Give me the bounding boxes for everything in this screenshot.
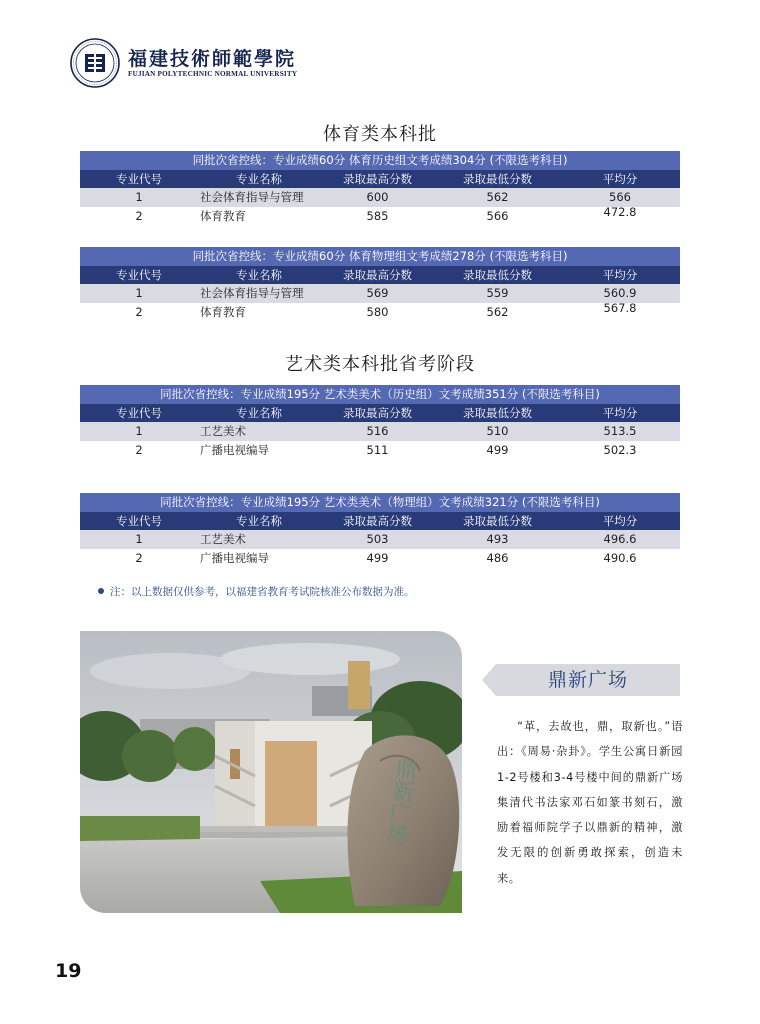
score-table-sports-history [80,151,680,225]
col-header-code: 专业代号 [116,171,162,186]
col-header-name: 专业名称 [236,171,282,186]
col-header-min: 录取最低分数 [463,513,532,528]
table-row [80,204,680,226]
column-header-row [80,266,680,285]
cell-min: 566 [486,208,509,223]
cell-name: 体育教育 [200,304,246,319]
cell-name: 工艺美术 [200,532,246,547]
table-row [80,549,680,568]
cell-max: 516 [366,424,389,439]
col-header-code: 专业代号 [116,405,162,420]
cell-code: 1 [135,286,143,301]
cell-code: 1 [135,532,143,547]
col-header-avg: 平均分 [602,405,638,420]
cell-name: 广播电视编导 [200,550,269,565]
cell-avg: 567.8 [603,300,637,315]
control-line: 同批次省控线：专业成绩60分 体育历史组文考成绩304分 (不限选考科目) [192,153,568,168]
data-disclaimer-note [98,584,415,599]
cell-code: 2 [135,442,143,457]
feature-title-banner [482,664,680,696]
cell-avg: 502.3 [603,442,637,457]
table-row [80,422,680,441]
control-line-row [80,151,680,170]
square-illustration [80,631,462,913]
college-name-en: FUJIAN POLYTECHNIC NORMAL UNIVERSITY [128,70,298,78]
column-header-row [80,170,680,189]
column-header-row [80,404,680,423]
note-text: 注：以上数据仅供参考，以福建省教育考试院核准公布数据为准。 [110,586,415,598]
control-line-row [80,385,680,404]
table-row [80,530,680,549]
cell-name: 工艺美术 [200,424,246,439]
score-table-art-physics [80,493,680,567]
cell-min: 499 [486,442,509,457]
col-header-max: 录取最高分数 [343,513,412,528]
cell-avg: 472.8 [603,204,637,219]
col-header-max: 录取最高分数 [343,267,412,282]
feature-title: 鼎新广场 [547,669,628,691]
college-seal-icon [70,38,120,88]
col-header-max: 录取最高分数 [343,405,412,420]
cell-name: 广播电视编导 [200,442,269,457]
feature-description [497,714,683,891]
cell-min: 486 [486,550,509,565]
cell-name: 社会体育指导与管理 [200,286,304,301]
cell-max: 580 [366,304,389,319]
cell-min: 493 [486,532,509,547]
cell-avg: 490.6 [603,550,637,565]
cell-code: 2 [135,550,143,565]
cell-max: 600 [366,190,389,205]
cell-code: 1 [135,424,143,439]
cell-name: 社会体育指导与管理 [200,190,304,205]
table-row [80,441,680,460]
col-header-code: 专业代号 [116,267,162,282]
feature-description-text: “革，去故也，鼎，取新也。”语出：《周易·杂卦》。学生公寓日新园1-2号楼和3-4号楼中间的鼎新广场集清代书法家邓石如篆书刻石，激励着福师院学子以鼎新的精神，激发无限的创新勇敢探索，创造未来。 [497,720,683,885]
bullet-dot-icon [98,588,104,594]
cell-code: 1 [135,190,143,205]
table-row [80,300,680,322]
cell-min: 562 [486,190,509,205]
cell-code: 2 [135,304,143,319]
cell-min: 559 [486,286,509,301]
score-table-art-history [80,385,680,459]
college-name-cn: 福建技術師範學院 [128,48,297,70]
cell-max: 511 [366,442,389,457]
control-line-row [80,493,680,512]
col-header-name: 专业名称 [236,405,282,420]
college-logo [70,38,310,90]
col-header-max: 录取最高分数 [343,171,412,186]
cell-min: 562 [486,304,509,319]
stone-inscription-char: 鼎新广场 [381,755,419,847]
page-number: 19 [55,960,82,982]
cell-max: 503 [366,532,389,547]
col-header-min: 录取最低分数 [463,405,532,420]
cell-min: 510 [486,424,509,439]
control-line: 同批次省控线：专业成绩195分 艺术类美术（历史组）文考成绩351分 (不限选考科目) [160,387,600,402]
col-header-avg: 平均分 [602,267,638,282]
control-line: 同批次省控线：专业成绩195分 艺术类美术（物理组）文考成绩321分 (不限选考科目) [160,495,600,510]
col-header-min: 录取最低分数 [463,267,532,282]
col-header-min: 录取最低分数 [463,171,532,186]
control-line-row [80,247,680,266]
control-line: 同批次省控线：专业成绩60分 体育物理组文考成绩278分 (不限选考科目) [192,249,568,264]
dingxin-square-photo [80,631,462,913]
col-header-name: 专业名称 [236,513,282,528]
table-row [80,284,680,303]
cell-name: 体育教育 [200,208,246,223]
cell-avg: 560.9 [603,286,637,301]
column-header-row [80,512,680,531]
section-title-sports: 体育类本科批 [323,124,437,145]
col-header-avg: 平均分 [602,513,638,528]
col-header-avg: 平均分 [602,171,638,186]
cell-max: 499 [366,550,389,565]
cell-code: 2 [135,208,143,223]
cell-avg: 496.6 [603,532,637,547]
table-row [80,188,680,207]
col-header-name: 专业名称 [236,267,282,282]
cell-avg: 513.5 [603,424,637,439]
cell-max: 569 [366,286,389,301]
cell-max: 585 [366,208,389,223]
cell-avg: 566 [609,190,631,205]
section-title-art: 艺术类本科批省考阶段 [285,354,475,375]
col-header-code: 专业代号 [116,513,162,528]
score-table-sports-physics [80,247,680,321]
